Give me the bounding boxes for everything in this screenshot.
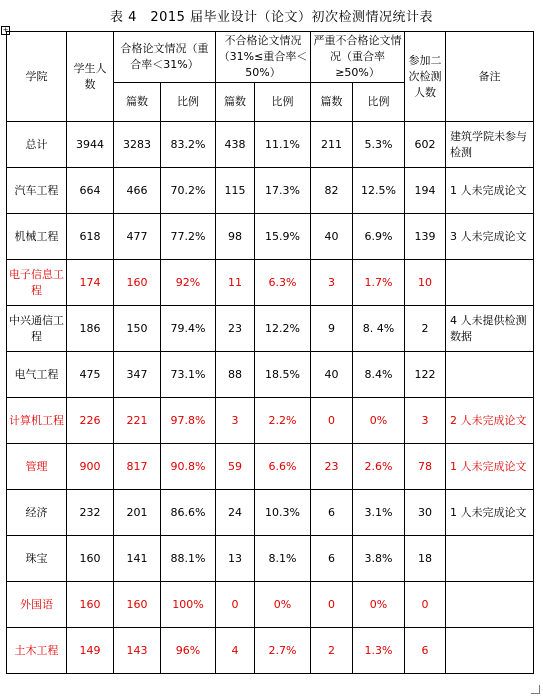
cell-note: 1 人未完成论文 bbox=[446, 444, 534, 490]
cell-severe-count: 0 bbox=[311, 582, 353, 628]
cell-severe-ratio: 1.3% bbox=[353, 628, 405, 674]
header-retest: 参加二次检测人数 bbox=[405, 32, 446, 122]
table-row bbox=[7, 306, 534, 352]
cell-severe-ratio: 6.9% bbox=[353, 214, 405, 260]
cell-retest: 6 bbox=[405, 628, 446, 674]
cell-fail-ratio: 12.2% bbox=[255, 306, 311, 352]
cell-fail-count: 4 bbox=[216, 628, 255, 674]
table-row bbox=[7, 628, 534, 674]
cell-retest: 3 bbox=[405, 398, 446, 444]
cell-fail-ratio: 11.1% bbox=[255, 122, 311, 168]
table-row bbox=[7, 536, 534, 582]
cell-severe-count: 40 bbox=[311, 214, 353, 260]
table-caption: 表 4 2015 届毕业设计（论文）初次检测情况统计表 bbox=[109, 10, 434, 25]
header-fail-count: 篇数 bbox=[216, 83, 255, 122]
cell-severe-ratio: 0% bbox=[353, 398, 405, 444]
table-resize-handle-icon[interactable] bbox=[531, 685, 540, 694]
cell-severe-count: 3 bbox=[311, 260, 353, 306]
cell-fail-count: 24 bbox=[216, 490, 255, 536]
cell-college: 电气工程 bbox=[7, 352, 67, 398]
cell-severe-ratio: 2.6% bbox=[353, 444, 405, 490]
table-row bbox=[7, 490, 534, 536]
cell-students: 475 bbox=[67, 352, 114, 398]
cell-pass-count: 477 bbox=[114, 214, 161, 260]
table-row bbox=[7, 214, 534, 260]
cell-severe-count: 9 bbox=[311, 306, 353, 352]
cell-pass-ratio: 77.2% bbox=[161, 214, 216, 260]
cell-pass-ratio: 90.8% bbox=[161, 444, 216, 490]
cell-fail-ratio: 2.2% bbox=[255, 398, 311, 444]
cell-fail-count: 59 bbox=[216, 444, 255, 490]
cell-retest: 602 bbox=[405, 122, 446, 168]
cell-fail-count: 13 bbox=[216, 536, 255, 582]
header-college: 学院 bbox=[7, 32, 67, 122]
cell-pass-ratio: 92% bbox=[161, 260, 216, 306]
statistics-table bbox=[6, 31, 534, 674]
cell-college: 中兴通信工程 bbox=[7, 306, 67, 352]
header-fail-group: 不合格论文情况（31%≤重合率＜50%） bbox=[216, 32, 311, 83]
cell-fail-ratio: 15.9% bbox=[255, 214, 311, 260]
cell-college: 珠宝 bbox=[7, 536, 67, 582]
cell-fail-ratio: 10.3% bbox=[255, 490, 311, 536]
cell-fail-ratio: 0% bbox=[255, 582, 311, 628]
cell-note bbox=[446, 628, 534, 674]
cell-note: 建筑学院未参与检测 bbox=[446, 122, 534, 168]
cell-retest: 78 bbox=[405, 444, 446, 490]
header-severe-count: 篇数 bbox=[311, 83, 353, 122]
cell-fail-ratio: 17.3% bbox=[255, 168, 311, 214]
cell-pass-count: 143 bbox=[114, 628, 161, 674]
cell-pass-ratio: 88.1% bbox=[161, 536, 216, 582]
table-move-handle-icon[interactable]: + bbox=[2, 26, 9, 34]
cell-pass-count: 347 bbox=[114, 352, 161, 398]
cell-students: 664 bbox=[67, 168, 114, 214]
cell-pass-count: 3283 bbox=[114, 122, 161, 168]
cell-fail-count: 0 bbox=[216, 582, 255, 628]
cell-fail-count: 3 bbox=[216, 398, 255, 444]
header-pass-count: 篇数 bbox=[114, 83, 161, 122]
table-row bbox=[7, 444, 534, 490]
table-row bbox=[7, 122, 534, 168]
cell-retest: 30 bbox=[405, 490, 446, 536]
cell-pass-count: 221 bbox=[114, 398, 161, 444]
header-severe-ratio: 比例 bbox=[353, 83, 405, 122]
cell-students: 186 bbox=[67, 306, 114, 352]
cell-pass-ratio: 83.2% bbox=[161, 122, 216, 168]
cell-students: 618 bbox=[67, 214, 114, 260]
cell-college: 汽车工程 bbox=[7, 168, 67, 214]
cell-note: 1 人未完成论文 bbox=[446, 168, 534, 214]
cell-note: 2 人未完成论文 bbox=[446, 398, 534, 444]
table-row bbox=[7, 582, 534, 628]
cell-severe-count: 6 bbox=[311, 490, 353, 536]
cell-pass-count: 150 bbox=[114, 306, 161, 352]
cell-note: 3 人未完成论文 bbox=[446, 214, 534, 260]
header-note: 备注 bbox=[446, 32, 534, 122]
cell-fail-ratio: 18.5% bbox=[255, 352, 311, 398]
cell-pass-count: 201 bbox=[114, 490, 161, 536]
cell-severe-ratio: 8.4% bbox=[353, 352, 405, 398]
cell-pass-ratio: 97.8% bbox=[161, 398, 216, 444]
cell-pass-ratio: 70.2% bbox=[161, 168, 216, 214]
cell-pass-ratio: 86.6% bbox=[161, 490, 216, 536]
cell-retest: 122 bbox=[405, 352, 446, 398]
cell-fail-count: 98 bbox=[216, 214, 255, 260]
cell-fail-ratio: 8.1% bbox=[255, 536, 311, 582]
cell-college: 电子信息工程 bbox=[7, 260, 67, 306]
cell-college: 经济 bbox=[7, 490, 67, 536]
cell-severe-ratio: 3.1% bbox=[353, 490, 405, 536]
cell-severe-count: 82 bbox=[311, 168, 353, 214]
cell-pass-ratio: 96% bbox=[161, 628, 216, 674]
cell-severe-count: 0 bbox=[311, 398, 353, 444]
cell-college: 机械工程 bbox=[7, 214, 67, 260]
cell-retest: 18 bbox=[405, 536, 446, 582]
cell-pass-count: 160 bbox=[114, 260, 161, 306]
cell-college: 土木工程 bbox=[7, 628, 67, 674]
cell-students: 226 bbox=[67, 398, 114, 444]
cell-severe-ratio: 8. 4% bbox=[353, 306, 405, 352]
cell-students: 3944 bbox=[67, 122, 114, 168]
cell-pass-ratio: 73.1% bbox=[161, 352, 216, 398]
cell-fail-ratio: 6.6% bbox=[255, 444, 311, 490]
cell-pass-count: 817 bbox=[114, 444, 161, 490]
cell-severe-ratio: 3.8% bbox=[353, 536, 405, 582]
cell-pass-ratio: 100% bbox=[161, 582, 216, 628]
cell-students: 160 bbox=[67, 582, 114, 628]
cell-severe-ratio: 0% bbox=[353, 582, 405, 628]
cell-note bbox=[446, 352, 534, 398]
header-pass-group: 合格论文情况（重合率＜31%） bbox=[114, 32, 216, 83]
cell-severe-ratio: 5.3% bbox=[353, 122, 405, 168]
header-fail-ratio: 比例 bbox=[255, 83, 311, 122]
cell-students: 160 bbox=[67, 536, 114, 582]
cell-students: 900 bbox=[67, 444, 114, 490]
cell-fail-ratio: 2.7% bbox=[255, 628, 311, 674]
table-row bbox=[7, 260, 534, 306]
cell-note bbox=[446, 582, 534, 628]
cell-note bbox=[446, 536, 534, 582]
cell-retest: 2 bbox=[405, 306, 446, 352]
cell-retest: 10 bbox=[405, 260, 446, 306]
header-severe-group: 严重不合格论文情况（重合率 ≥50%） bbox=[311, 32, 405, 83]
cell-severe-ratio: 12.5% bbox=[353, 168, 405, 214]
cell-pass-ratio: 79.4% bbox=[161, 306, 216, 352]
cell-fail-count: 88 bbox=[216, 352, 255, 398]
cell-note: 4 人未提供检测数据 bbox=[446, 306, 534, 352]
cell-fail-count: 115 bbox=[216, 168, 255, 214]
cell-note bbox=[446, 260, 534, 306]
cell-pass-count: 141 bbox=[114, 536, 161, 582]
cell-retest: 194 bbox=[405, 168, 446, 214]
cell-students: 232 bbox=[67, 490, 114, 536]
cell-severe-count: 211 bbox=[311, 122, 353, 168]
header-students: 学生人数 bbox=[67, 32, 114, 122]
cell-retest: 139 bbox=[405, 214, 446, 260]
cell-severe-count: 2 bbox=[311, 628, 353, 674]
table-row bbox=[7, 168, 534, 214]
cell-fail-count: 11 bbox=[216, 260, 255, 306]
cell-pass-count: 466 bbox=[114, 168, 161, 214]
cell-note: 1 人未完成论文 bbox=[446, 490, 534, 536]
cell-college: 管理 bbox=[7, 444, 67, 490]
cell-severe-count: 40 bbox=[311, 352, 353, 398]
cell-college: 计算机工程 bbox=[7, 398, 67, 444]
cell-fail-count: 438 bbox=[216, 122, 255, 168]
cell-students: 149 bbox=[67, 628, 114, 674]
cell-pass-count: 160 bbox=[114, 582, 161, 628]
table-row bbox=[7, 398, 534, 444]
cell-college: 外国语 bbox=[7, 582, 67, 628]
cell-fail-count: 23 bbox=[216, 306, 255, 352]
cell-retest: 0 bbox=[405, 582, 446, 628]
header-pass-ratio: 比例 bbox=[161, 83, 216, 122]
cell-severe-count: 6 bbox=[311, 536, 353, 582]
cell-severe-ratio: 1.7% bbox=[353, 260, 405, 306]
table-row bbox=[7, 352, 534, 398]
cell-students: 174 bbox=[67, 260, 114, 306]
cell-college: 总计 bbox=[7, 122, 67, 168]
cell-fail-ratio: 6.3% bbox=[255, 260, 311, 306]
cell-severe-count: 23 bbox=[311, 444, 353, 490]
